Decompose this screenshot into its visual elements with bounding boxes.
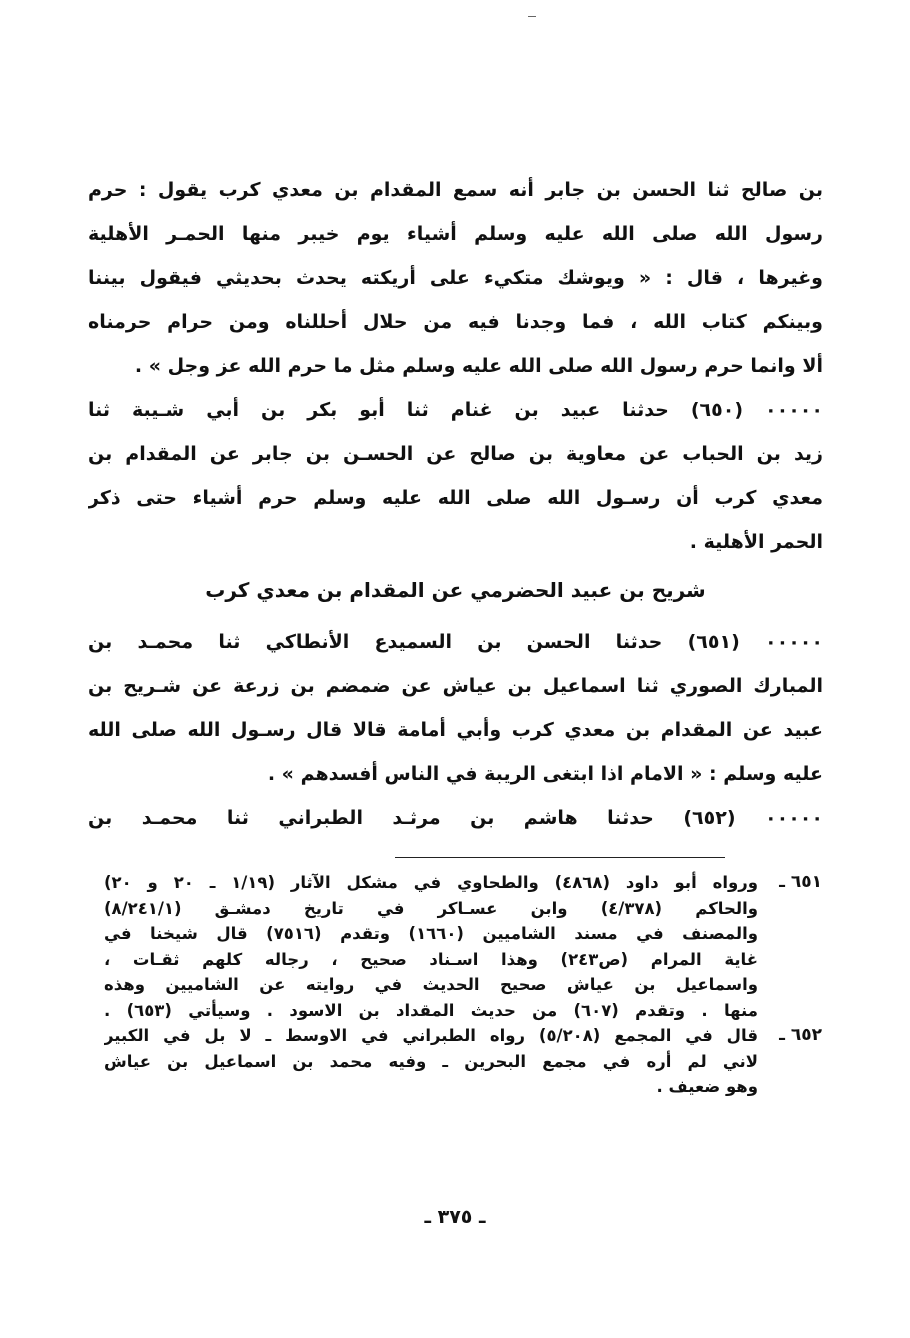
- body-line: وغيرها ، قال : « ويوشك متكيء على أريكته يحدث بحديثي فيقول بيننا: [88, 267, 823, 289]
- page-number: ـ ٣٧٥ ـ: [424, 1206, 486, 1228]
- footnote-line: لاني لم أره في مجمع البحرين ـ وفيه محمد بن اسماعيل بن عياش: [104, 1051, 758, 1071]
- main-text: [88, 168, 823, 840]
- body-line: ألا وانما حرم رسول الله صلى الله عليه وسلم مثل ما حرم الله عز وجل » .: [134, 355, 823, 377]
- footnote-651: [104, 870, 822, 1023]
- section-line: عبيد عن المقدام بن معدي كرب وأبي أمامة قالا قال رسـول الله صلى الله: [88, 719, 823, 741]
- section-line: ٠٠٠٠٠ (٦٥١) حدثنا الحسن بن السميدع الأنطاكي ثنا محمـد بن: [88, 631, 823, 653]
- section-line: عليه وسلم : « الامام اذا ابتغى الريبة في الناس أفسدهم » .: [267, 763, 823, 785]
- body-line: معدي كرب أن رسـول الله صلى الله عليه وسلم حرم أشياء حتى ذكر: [88, 487, 823, 509]
- footnote-line: واسماعيل بن عياش صحيح الحديث في روايته عن الشاميين وهذه: [104, 975, 758, 994]
- body-line: زيد بن الحباب عن معاوية بن صالح عن الحسـن بن جابر عن المقدام بن: [88, 443, 823, 465]
- footnote-number: ٦٥٢ ـ: [779, 1025, 822, 1045]
- footnote-line: ورواه أبو داود (٤٨٦٨) والطحاوي في مشكل الآثار (١/١٩ ـ ٢٠ و ٢٠): [104, 873, 758, 892]
- body-line: بن صالح ثنا الحسن بن جابر أنه سمع المقدام بن معدي كرب يقول : حرم: [88, 179, 823, 201]
- section-line: ٠٠٠٠٠ (٦٥٢) حدثنا هاشم بن مرثـد الطبراني ثنا محمـد بن: [88, 807, 823, 829]
- section-line: المبارك الصوري ثنا اسماعيل بن عياش عن ضمضم بن زرعة عن شـريح بن: [88, 675, 823, 697]
- body-line: رسول الله صلى الله عليه وسلم أشياء يوم خيبر منها الحمـر الأهلية: [88, 223, 823, 245]
- section-heading: شريح بن عبيد الحضرمي عن المقدام بن معدي كرب: [205, 578, 706, 602]
- footnote-line: والمصنف في مسند الشاميين (١٦٦٠) وتقدم (٧٥١٦) قال شيخنا في: [104, 924, 758, 943]
- body-line: وبينكم كتاب الله ، فما وجدنا فيه من حلال أحللناه ومن حرام حرمناه: [88, 311, 823, 333]
- footnote-divider: [395, 857, 725, 858]
- body-line: ٠٠٠٠٠ (٦٥٠) حدثنا عبيد بن غنام ثنا أبو بكر بن أبي شـيبة ثنا: [88, 399, 823, 421]
- footnote-line: غاية المرام (ص٢٤٣) وهذا اسـناد صحيح ، رجاله كلهم ثقـات ،: [104, 949, 758, 969]
- footnote-body: [104, 1023, 758, 1100]
- footnotes: [104, 870, 822, 1100]
- footnote-line: وهو ضعيف .: [656, 1077, 758, 1096]
- footnote-652: [104, 1023, 822, 1100]
- footnote-number: ٦٥١ ـ: [779, 872, 822, 892]
- footnote-body: [104, 870, 758, 1023]
- footnote-line: والحاكم (٤/٣٧٨) وابن عسـاكر في تاريخ دمشـق (٨/٢٤١/١): [104, 898, 758, 918]
- footnote-line: منها . وتقدم (٦٠٧) من حديث المقداد بن الاسود . وسيأتي (٦٥٣) .: [104, 1000, 758, 1020]
- top-mark: [528, 16, 536, 17]
- body-line: الحمر الأهلية .: [689, 531, 823, 553]
- footnote-line: قال في المجمع (٥/٢٠٨) رواه الطبراني في الاوسط ـ لا بل في الكبير: [104, 1026, 758, 1045]
